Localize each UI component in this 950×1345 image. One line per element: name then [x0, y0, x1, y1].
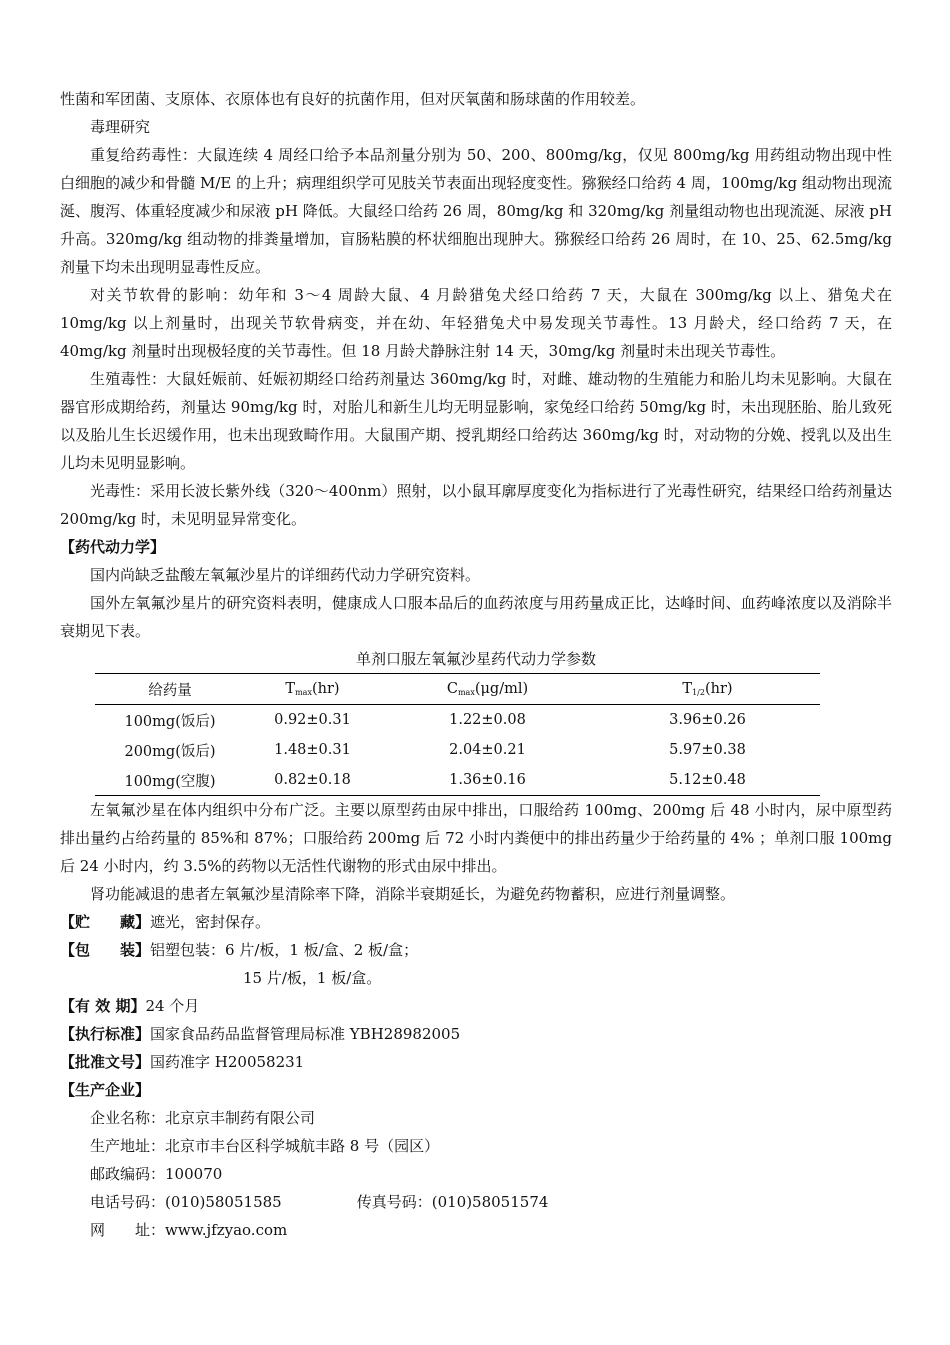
company-phone-fax-line: 电话号码：(010)58051585 传真号码：(010)58051574	[90, 1193, 549, 1211]
cell-thalf: 5.97±0.38	[669, 742, 746, 758]
pharmacokinetics-heading: 【药代动力学】	[60, 538, 166, 556]
storage-label: 【贮 藏】	[60, 913, 151, 931]
company-address-line: 生产地址：北京市丰台区科学城航丰路 8 号（园区）	[90, 1137, 440, 1155]
company-postcode-line: 邮政编码：100070	[90, 1165, 223, 1183]
company-name-line: 企业名称：北京京丰制药有限公司	[90, 1109, 316, 1127]
pk-table-block	[60, 645, 892, 796]
manufacturer-heading	[60, 1076, 892, 1104]
cell-cmax: 1.36±0.16	[449, 772, 526, 788]
storage-line	[60, 908, 892, 936]
manufacturer-label: 【生产企业】	[60, 1081, 151, 1099]
company-name: 北京京丰制药有限公司	[165, 1109, 316, 1127]
company-website-link[interactable]: www.jfzyao.com	[165, 1221, 288, 1239]
table-row	[95, 765, 820, 796]
header-cmax: $C_{max}(\mu g/ml)$	[446, 681, 529, 697]
pk-table-title: 单剂口服左氧氟沙星药代动力学参数	[355, 650, 596, 668]
package-label: 【包 装】	[60, 941, 151, 959]
header-tmax: $T_{max}(hr)$	[285, 681, 340, 697]
pk-table	[95, 673, 820, 796]
standard-label: 【执行标准】	[60, 1025, 151, 1043]
package-line	[60, 936, 892, 964]
paragraph-pk-domestic: 国内尚缺乏盐酸左氧氟沙星片的详细药代动力学研究资料。	[90, 566, 481, 584]
validity-line	[60, 992, 892, 1020]
cell-thalf: 5.12±0.48	[669, 772, 746, 788]
company-address: 北京市丰台区科学城航丰路 8 号（园区）	[165, 1137, 440, 1155]
paragraph-joint-cartilage: 对关节软骨的影响：幼年和 3～4 周龄大鼠、4 月龄猎兔犬经口给药 7 天，大鼠在 300mg/kg 以上、猎兔犬在 10mg/kg 以上剂量时，出现关节软骨病变，并在幼、年轻猎兔犬中易发现关节毒性。13 月龄犬，经口给药 7 天，在 40mg/kg 剂量时出现极轻度的关节毒性。但 18 月龄犬静脉注射 14 天，30mg/kg 剂量时未出现关节毒性。	[60, 286, 892, 360]
validity-label: 【有 效 期】	[60, 997, 146, 1015]
package-value-1: 铝塑包装：6 片/板，1 板/盒、2 板/盒；	[150, 941, 419, 959]
package-value-2: 15 片/板，1 板/盒。	[243, 969, 382, 987]
approval-line	[60, 1048, 892, 1076]
approval-label: 【批准文号】	[60, 1053, 151, 1071]
company-postcode: 100070	[165, 1165, 223, 1183]
company-phone: (010)58051585	[165, 1193, 282, 1211]
cell-thalf: 3.96±0.26	[669, 712, 746, 728]
header-thalf: $T_{1/2}(hr)$	[682, 681, 733, 697]
paragraph-repeat-dose-toxicity: 重复给药毒性：大鼠连续 4 周经口给予本品剂量分别为 50、200、800mg/kg，仅见 800mg/kg 用药组动物出现中性白细胞的减少和骨髓 M/E 的上升；病理组织学可见肢关节表面出现轻度变性。猕猴经口给药 4 周，100mg/kg 组动物出现流涎、腹泻、体重轻度减少和尿液 pH 降低。大鼠经口给药 26 周，80mg/kg 和 320mg/kg 剂量组动物也出现流涎、尿液 pH 升高。320mg/kg 组动物的排粪量增加，盲肠粘膜的杯状细胞出现肿大。猕猴经口给药 26 周时，在 10、25、62.5mg/kg 剂量下均未出现明显毒性反应。	[60, 146, 892, 276]
storage-value: 遮光，密封保存。	[150, 913, 271, 931]
cell-tmax: 0.92±0.31	[274, 712, 351, 728]
table-row	[95, 735, 820, 765]
cell-tmax: 0.82±0.18	[274, 772, 351, 788]
standard-value: 国家食品药品监督管理局标准 YBH28982005	[150, 1025, 461, 1043]
company-fax: (010)58051574	[431, 1193, 549, 1211]
toxicology-heading: 毒理研究	[90, 118, 151, 136]
paragraph-phototoxicity: 光毒性：采用长波长紫外线（320～400nm）照射，以小鼠耳廓厚度变化为指标进行了光毒性研究，结果经口给药剂量达 200mg/kg 时，未见明显异常变化。	[60, 482, 892, 528]
pk-table-header-row	[95, 674, 820, 705]
header-dose: 给药量	[148, 682, 192, 699]
paragraph-reproductive-toxicity: 生殖毒性：大鼠妊娠前、妊娠初期经口给药剂量达 360mg/kg 时，对雌、雄动物的生殖能力和胎儿均未见影响。大鼠在器官形成期给药，剂量达 90mg/kg 时，对胎儿和新生儿均无明显影响，家兔经口给药 50mg/kg 时，未出现胚胎、胎儿致死以及胎儿生长迟缓作用，也未出现致畸作用。大鼠围产期、授乳期经口给药达 360mg/kg 时，对动物的分娩、授乳以及出生儿均未见明显影响。	[60, 370, 892, 472]
document-page	[60, 85, 892, 1244]
company-web-line: 网 址：www.jfzyao.com	[90, 1221, 288, 1239]
cell-tmax: 1.48±0.31	[274, 742, 351, 758]
table-row	[95, 705, 820, 736]
paragraph-distribution-excretion: 左氧氟沙星在体内组织中分布广泛。主要以原型药由尿中排出，口服给药 100mg、200mg 后 48 小时内，尿中原型药排出量约占给药量的 85%和 87%；口服给药 200mg 后 72 小时内粪便中的排出药量少于给药量的 4% ；单剂口服 100mg 后 24 小时内，约 3.5%的药物以无活性代谢物的形式由尿中排出。	[60, 801, 892, 875]
paragraph-antibacterial-end: 性菌和军团菌、支原体、衣原体也有良好的抗菌作用，但对厌氧菌和肠球菌的作用较差。	[60, 90, 646, 108]
cell-cmax: 2.04±0.21	[449, 742, 526, 758]
manufacturer-info	[60, 1104, 892, 1244]
paragraph-renal-impairment: 肾功能减退的患者左氧氟沙星清除率下降，消除半衰期延长，为避免药物蓄积，应进行剂量调整。	[90, 885, 736, 903]
cell-dose: 100mg(饭后)	[124, 713, 216, 730]
cell-dose: 200mg(饭后)	[124, 743, 216, 760]
paragraph-pk-foreign: 国外左氧氟沙星片的研究资料表明，健康成人口服本品后的血药浓度与用药量成正比，达峰时间、血药峰浓度以及消除半衰期见下表。	[60, 594, 892, 640]
cell-cmax: 1.22±0.08	[449, 712, 526, 728]
standard-line	[60, 1020, 892, 1048]
approval-value: 国药准字 H20058231	[150, 1053, 305, 1071]
validity-value: 24 个月	[145, 997, 200, 1015]
cell-dose: 100mg(空腹)	[124, 773, 216, 790]
